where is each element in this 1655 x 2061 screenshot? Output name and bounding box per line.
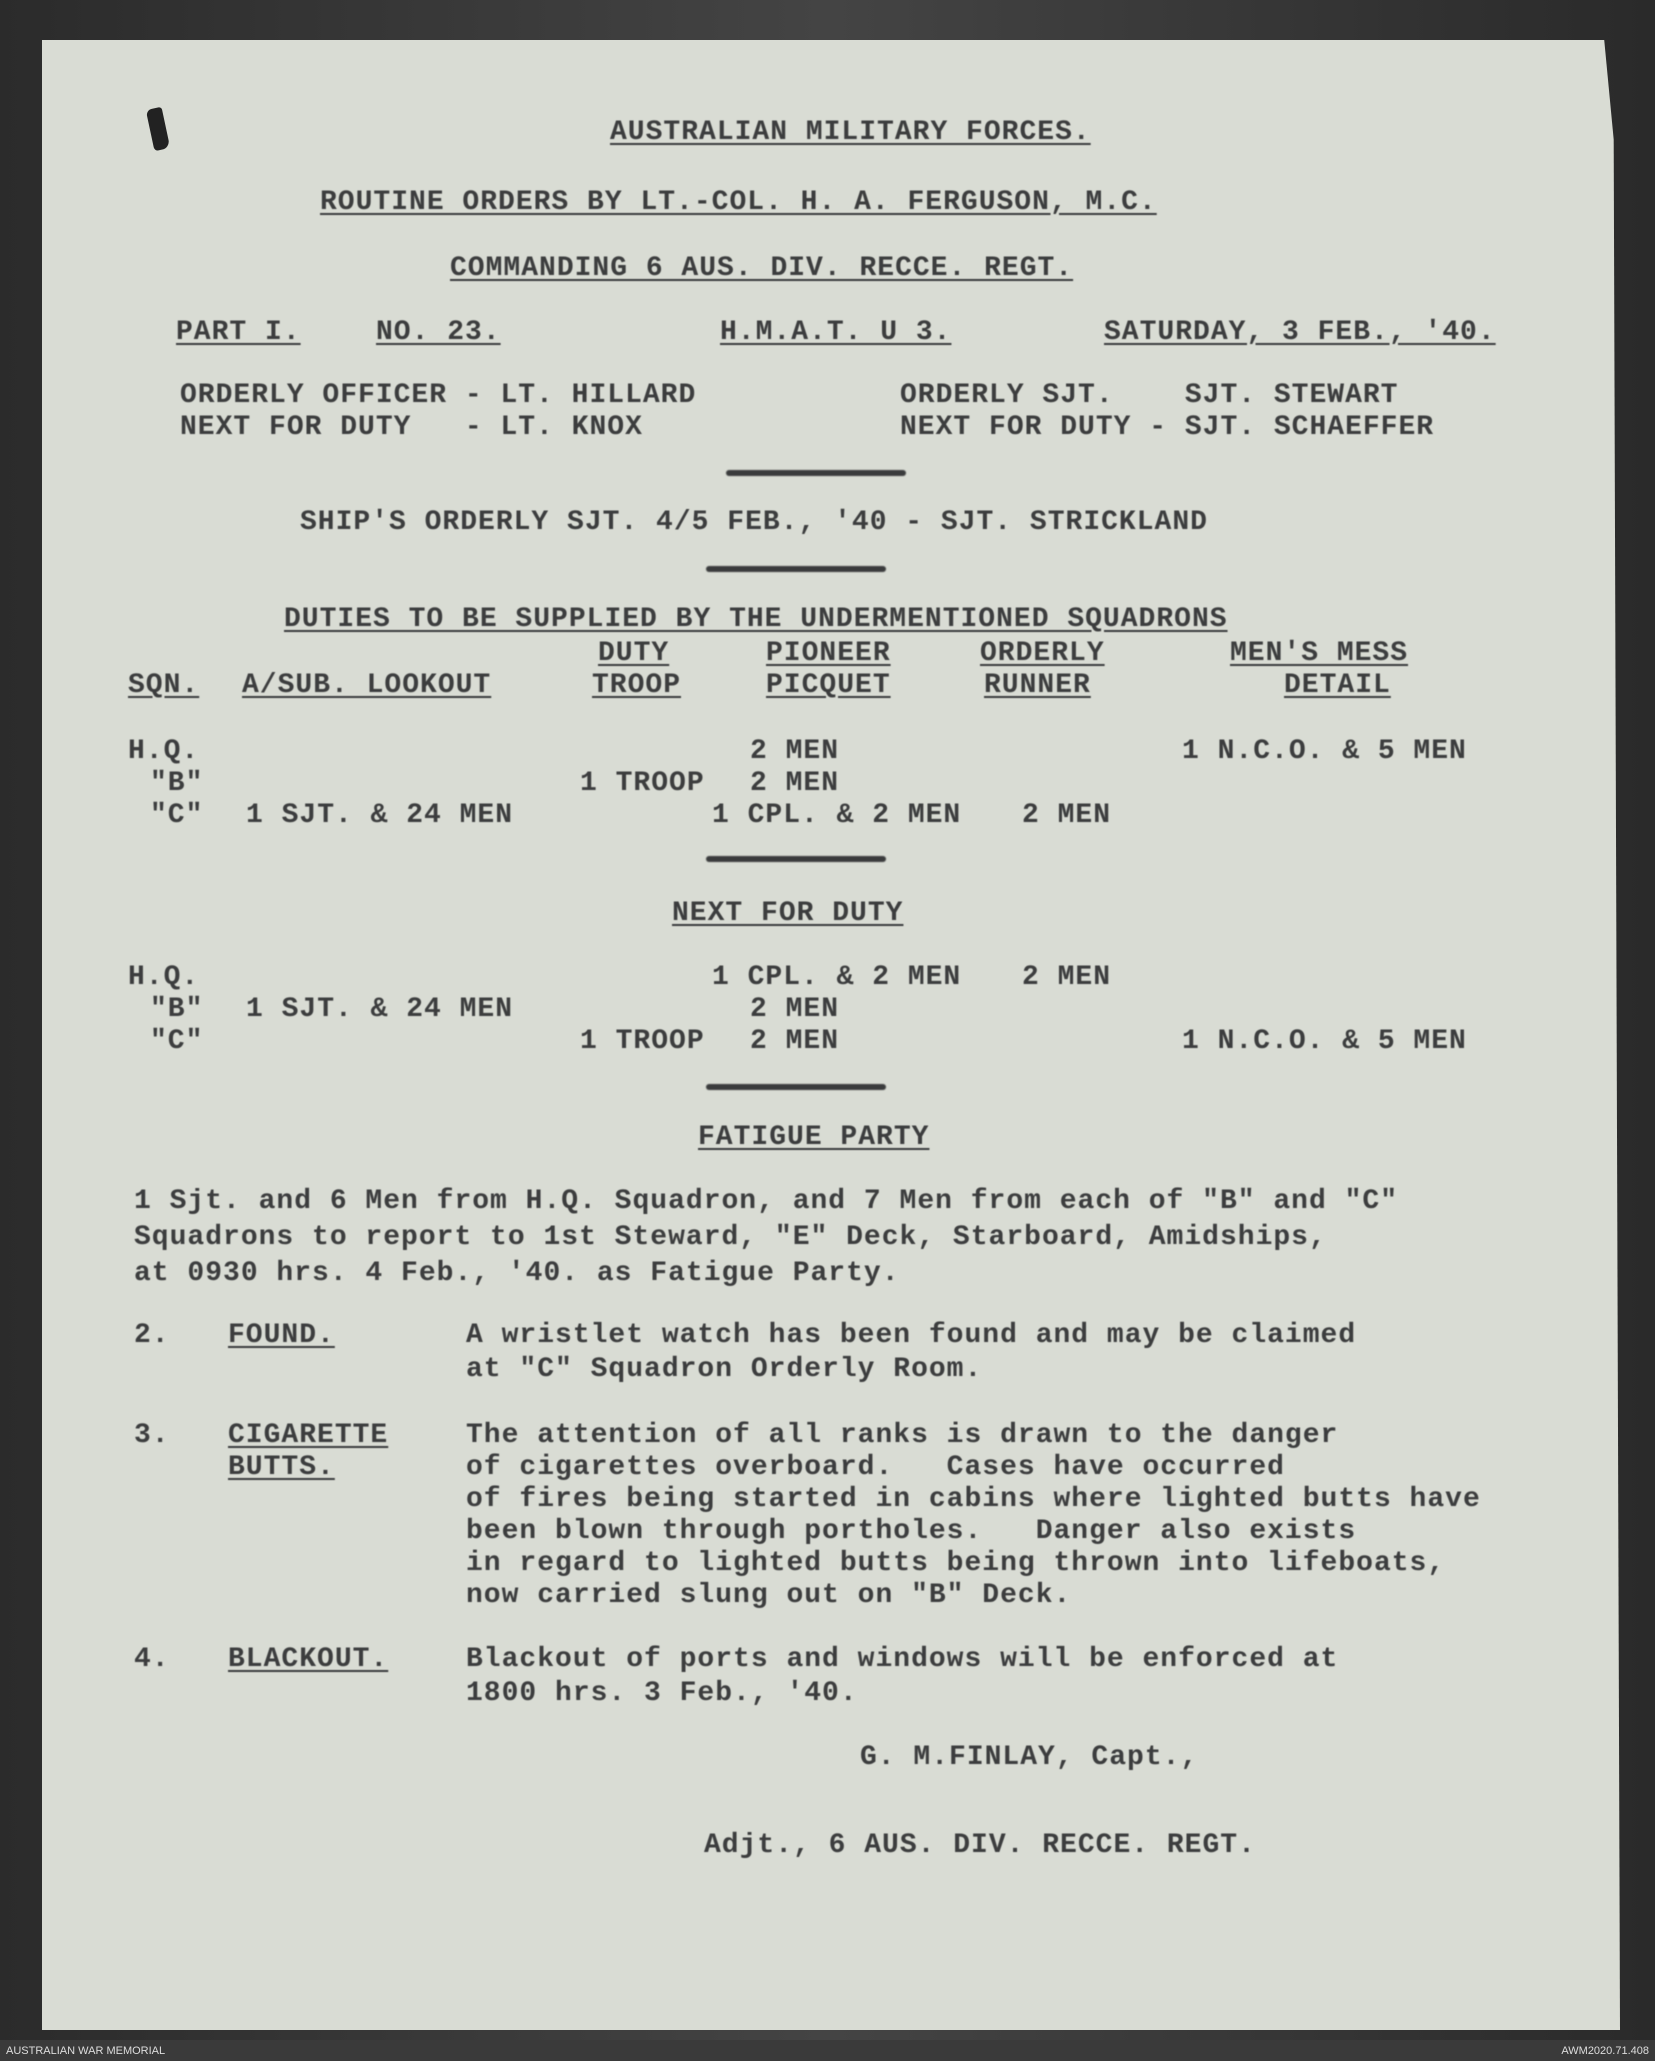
item-text: been blown through portholes. Danger also exists xyxy=(466,1516,1357,1547)
col-orderly-top: ORDERLY xyxy=(980,638,1105,669)
col-mess-top: MEN'S MESS xyxy=(1230,638,1409,669)
row-c-runner: 2 MEN xyxy=(1022,800,1112,831)
divider xyxy=(706,856,886,862)
footer-id: AWM2020.71.408 xyxy=(1561,2045,1649,2057)
next-c-sqn: "C" xyxy=(150,1026,204,1057)
next-sjt: NEXT FOR DUTY - SJT. SCHAEFFER xyxy=(900,412,1435,443)
next-b-lookout: 1 SJT. & 24 MEN xyxy=(246,994,514,1025)
item-number: 2. xyxy=(134,1320,170,1351)
row-b-sqn: "B" xyxy=(150,768,204,799)
col-duty-top: DUTY xyxy=(598,638,670,669)
item-text: at "C" Squadron Orderly Room. xyxy=(466,1354,983,1385)
item-text: 1800 hrs. 3 Feb., '40. xyxy=(466,1678,858,1709)
item-title: BUTTS. xyxy=(228,1452,335,1483)
doc-subtitle: ROUTINE ORDERS BY LT.-COL. H. A. FERGUSON, M.C. xyxy=(320,187,1157,218)
row-c-pioneer: 1 CPL. & 2 MEN xyxy=(712,800,962,831)
row-c-sqn: "C" xyxy=(150,800,204,831)
order-date: SATURDAY, 3 FEB., '40. xyxy=(1104,317,1496,348)
duties-heading: DUTIES TO BE SUPPLIED BY THE UNDERMENTIONED SQUADRONS xyxy=(284,604,1228,635)
signature-name: G. M.FINLAY, Capt., xyxy=(860,1742,1199,1773)
item-text: in regard to lighted butts being thrown into lifeboats, xyxy=(466,1548,1446,1579)
next-hq-pioneer: 1 CPL. & 2 MEN xyxy=(712,962,962,993)
ships-orderly: SHIP'S ORDERLY SJT. 4/5 FEB., '40 - SJT. STRICKLAND xyxy=(300,507,1208,538)
col-mess-bottom: DETAIL xyxy=(1284,670,1391,701)
col-orderly-bottom: RUNNER xyxy=(984,670,1091,701)
divider xyxy=(706,566,886,572)
next-officer: NEXT FOR DUTY - LT. KNOX xyxy=(180,412,643,443)
col-pioneer-bottom: PICQUET xyxy=(766,670,891,701)
row-hq-pioneer: 2 MEN xyxy=(750,736,840,767)
doc-command: COMMANDING 6 AUS. DIV. RECCE. REGT. xyxy=(450,253,1074,284)
next-hq-runner: 2 MEN xyxy=(1022,962,1112,993)
item-number: 3. xyxy=(134,1420,170,1451)
row-b-duty: 1 TROOP xyxy=(580,768,705,799)
next-b-pioneer: 2 MEN xyxy=(750,994,840,1025)
next-c-pioneer: 2 MEN xyxy=(750,1026,840,1057)
col-lookout: A/SUB. LOOKOUT xyxy=(242,670,492,701)
item-text: of fires being started in cabins where lighted butts have xyxy=(466,1484,1481,1515)
fatigue-heading: FATIGUE PARTY xyxy=(698,1122,930,1153)
item-title: BLACKOUT. xyxy=(228,1644,389,1675)
next-c-duty: 1 TROOP xyxy=(580,1026,705,1057)
fatigue-line: 1 Sjt. and 6 Men from H.Q. Squadron, and 7 Men from each of "B" and "C" xyxy=(134,1186,1398,1217)
item-title: CIGARETTE xyxy=(228,1420,389,1451)
next-hq-sqn: H.Q. xyxy=(128,962,200,993)
item-text: now carried slung out on "B" Deck. xyxy=(466,1580,1072,1611)
orderly-sjt: ORDERLY SJT. SJT. STEWART xyxy=(900,380,1399,411)
footer-source: AUSTRALIAN WAR MEMORIAL xyxy=(6,2045,166,2057)
col-sqn: SQN. xyxy=(128,670,200,701)
item-text: A wristlet watch has been found and may be claimed xyxy=(466,1320,1357,1351)
doc-title: AUSTRALIAN MILITARY FORCES. xyxy=(610,117,1091,148)
fatigue-line: at 0930 hrs. 4 Feb., '40. as Fatigue Party. xyxy=(134,1258,900,1289)
fatigue-line: Squadrons to report to 1st Steward, "E" Deck, Starboard, Amidships, xyxy=(134,1222,1327,1253)
item-text: Blackout of ports and windows will be enforced at xyxy=(466,1644,1339,1675)
order-number: NO. 23. xyxy=(376,317,501,348)
row-c-lookout: 1 SJT. & 24 MEN xyxy=(246,800,514,831)
item-number: 4. xyxy=(134,1644,170,1675)
item-title: FOUND. xyxy=(228,1320,335,1351)
col-duty-bottom: TROOP xyxy=(592,670,682,701)
next-heading: NEXT FOR DUTY xyxy=(672,898,904,929)
orderly-officer: ORDERLY OFFICER - LT. HILLARD xyxy=(180,380,697,411)
part-label: PART I. xyxy=(176,317,301,348)
item-text: The attention of all ranks is drawn to the danger xyxy=(466,1420,1339,1451)
next-b-sqn: "B" xyxy=(150,994,204,1025)
next-c-mess: 1 N.C.O. & 5 MEN xyxy=(1182,1026,1467,1057)
signature-role: Adjt., 6 AUS. DIV. RECCE. REGT. xyxy=(704,1830,1256,1861)
col-pioneer-top: PIONEER xyxy=(766,638,891,669)
item-text: of cigarettes overboard. Cases have occurred xyxy=(466,1452,1285,1483)
divider xyxy=(726,470,906,476)
row-hq-mess: 1 N.C.O. & 5 MEN xyxy=(1182,736,1467,767)
row-b-pioneer: 2 MEN xyxy=(750,768,840,799)
ship-name: H.M.A.T. U 3. xyxy=(720,317,952,348)
row-hq-sqn: H.Q. xyxy=(128,736,200,767)
divider xyxy=(706,1084,886,1090)
